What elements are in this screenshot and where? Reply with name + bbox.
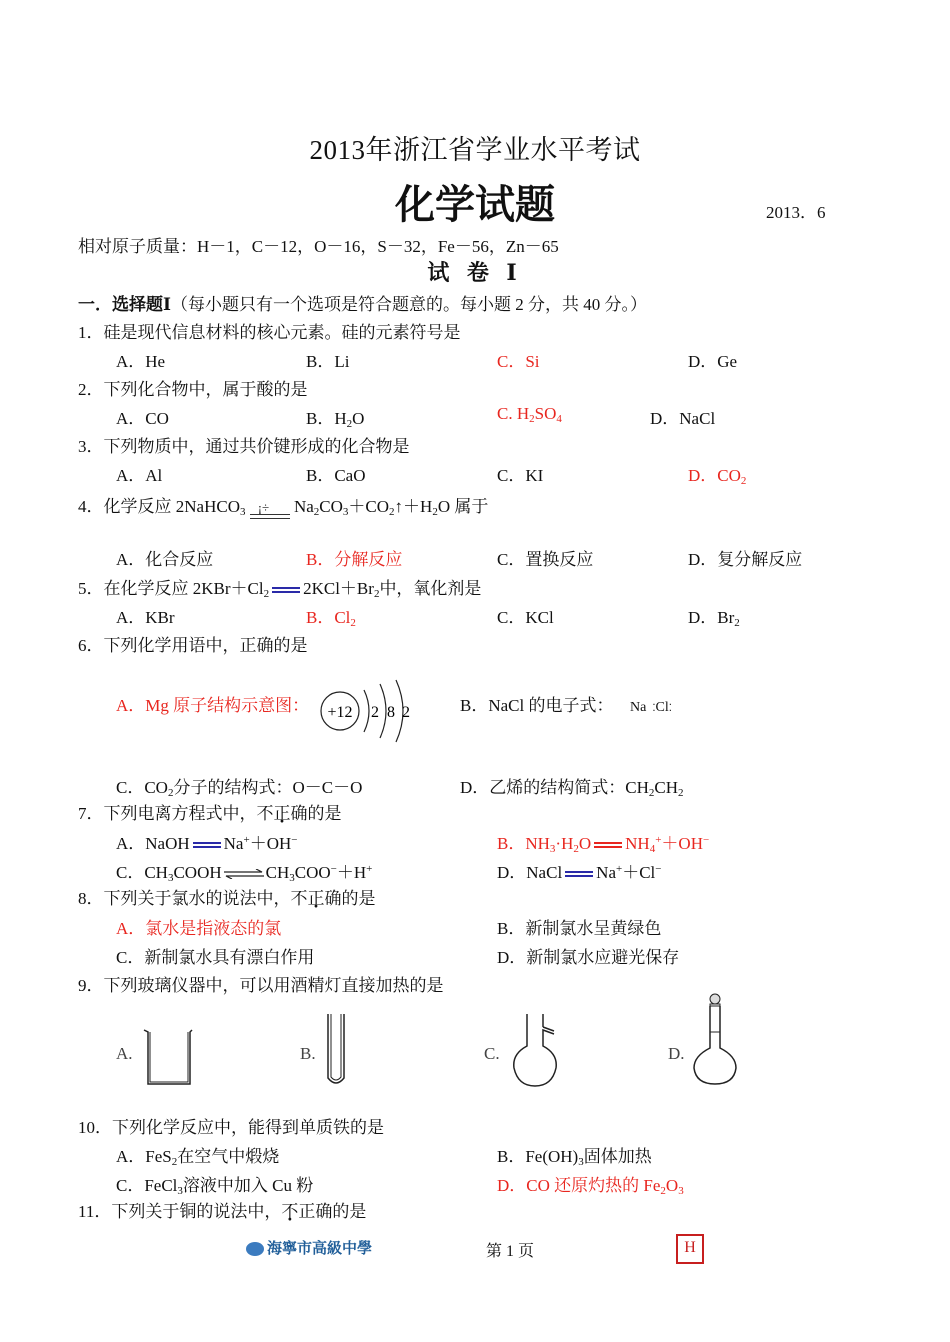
q8-option-b: B．新制氯水呈黄绿色: [497, 919, 662, 938]
q3-option-a: A．Al: [116, 466, 163, 485]
section-label: 一．选择题Ⅰ: [78, 295, 171, 314]
q9-option-d-label: D.: [668, 1044, 685, 1063]
reversible-arrow-icon: [224, 869, 264, 879]
q11-stem: 11．下列关于铜的说法中，不正确的是: [78, 1202, 367, 1221]
q6-stem: 6．下列化学用语中，正确的是: [78, 636, 308, 655]
exam-date: 2013．6: [766, 203, 826, 222]
q8-option-d: D．新制氯水应避光保存: [497, 948, 680, 967]
svg-text:+12: +12: [327, 704, 353, 721]
q7-stem: 7．下列电离方程式中，不正确的是: [78, 804, 342, 823]
q5-option-b: B．$Cl_2$: [306, 608, 356, 629]
q2-option-b: B．$H_2O$: [306, 409, 365, 430]
q7-option-b: B．$NH_3\cdot H_2O$ $NH_4^++OH^-$: [497, 834, 710, 855]
svg-text:2: 2: [402, 704, 410, 721]
q10-option-d: D．CO 还原灼热的 $Fe_2O_3$: [497, 1176, 684, 1197]
q6-option-a: A．Mg 原子结构示意图：: [116, 696, 310, 715]
volumetric-flask-icon: [690, 992, 740, 1088]
q10-option-a: A．FeS$_2$在空气中煅烧: [116, 1147, 280, 1168]
q3-option-c: C．KI: [497, 466, 544, 485]
atomic-masses: 相对原子质量：H－1，C－12，O－16，S－32，Fe－56，Zn－65: [78, 237, 559, 256]
mg-atom-structure-diagram: [318, 676, 418, 746]
q4-option-d: D．复分解反应: [688, 550, 803, 569]
beaker-icon: [140, 1026, 196, 1088]
q7-option-d: D．NaCl Na+＋Cl−: [497, 863, 662, 882]
section-heading: [78, 290, 647, 315]
nacl-electron-formula: Na ⁚Cl⁚: [630, 700, 672, 715]
q9-stem: 9．下列玻璃仪器中，可以用酒精灯直接加热的是: [78, 976, 444, 995]
q2-option-a: A．CO: [116, 409, 169, 428]
q9-option-c-label: C.: [484, 1044, 500, 1063]
q5-option-d: D．$Br_2$: [688, 608, 740, 629]
exam-subtitle: 化学试题: [395, 182, 555, 228]
q8-option-c: C．新制氯水具有漂白作用: [116, 948, 315, 967]
section-note: （每小题只有一个选项是符合题意的。每小题 2 分，共 40 分。）: [170, 295, 647, 314]
q7-option-a: A．NaOH Na+＋OH−: [116, 834, 298, 853]
school-seal: H: [676, 1234, 704, 1264]
q9-option-a-label: A.: [116, 1044, 133, 1063]
q3-option-b: B．CaO: [306, 466, 366, 485]
q3-option-d: D．$CO_2$: [688, 466, 747, 487]
q10-option-b: B．$Fe(OH)_3$固体加热: [497, 1147, 652, 1168]
q5-option-a: A．KBr: [116, 608, 175, 627]
q10-stem: 10．下列化学反应中，能得到单质铁的是: [78, 1118, 384, 1137]
q2-option-d: D．NaCl: [650, 409, 716, 428]
q2-option-c: C. $H_2SO_4$: [497, 404, 562, 425]
q7-option-c: C．$CH_3COOH$ $CH_3COO^-+H^+$: [116, 863, 373, 884]
exam-title: 2013年浙江省学业水平考试: [309, 135, 641, 165]
page-number: 第 1 页: [485, 1243, 534, 1260]
svg-text:8: 8: [387, 704, 395, 721]
q4-option-c: C．置换反应: [497, 550, 594, 569]
q3-stem: 3．下列物质中，通过共价键形成的化合物是: [78, 437, 410, 456]
q8-stem: 8．下列关于氯水的说法中，不正确的是: [78, 889, 376, 908]
q4-option-b: B．分解反应: [306, 550, 403, 569]
heat-condition: ¡÷: [250, 498, 290, 518]
q10-option-c: C．FeCl$_3$溶液中加入 Cu 粉: [116, 1176, 314, 1197]
q8-option-a: A．氯水是指液态的氯: [116, 919, 282, 938]
distillation-flask-icon: [510, 1012, 560, 1088]
q1-stem: 1．硅是现代信息材料的核心元素。硅的元素符号是: [78, 323, 461, 342]
svg-text:2: 2: [371, 704, 379, 721]
equals-sign: [272, 587, 300, 593]
paper-heading: 试 卷 Ⅰ: [427, 260, 523, 285]
q2-stem: 2．下列化合物中，属于酸的是: [78, 380, 308, 399]
test-tube-icon: [324, 1012, 348, 1088]
q1-option-a: A．He: [116, 352, 166, 371]
q6-option-c: C．$CO_2$分子的结构式：O－C－O: [116, 778, 363, 799]
q5-option-c: C．KCl: [497, 608, 554, 627]
school-logo: 海寧市高級中學: [246, 1237, 372, 1258]
q4-option-a: A．化合反应: [116, 550, 214, 569]
q1-option-b: B．Li: [306, 352, 350, 371]
q5-stem: 5．在化学反应 $2KBr+Cl_2$ $2KCl+Br_2$中，氧化剂是: [78, 579, 482, 600]
q1-option-c: C．Si: [497, 352, 540, 371]
q6-option-d: D．乙烯的结构简式：$CH_2CH_2$: [460, 778, 684, 799]
q9-option-b-label: B.: [300, 1044, 316, 1063]
q4-stem: 4．化学反应 2NaHCO$_3$ ¡÷ $Na_2CO_3+CO_2↑+H_2O$ 属于: [78, 497, 489, 518]
q1-option-d: D．Ge: [688, 352, 738, 371]
q6-option-b: B．NaCl 的电子式：: [460, 696, 614, 715]
